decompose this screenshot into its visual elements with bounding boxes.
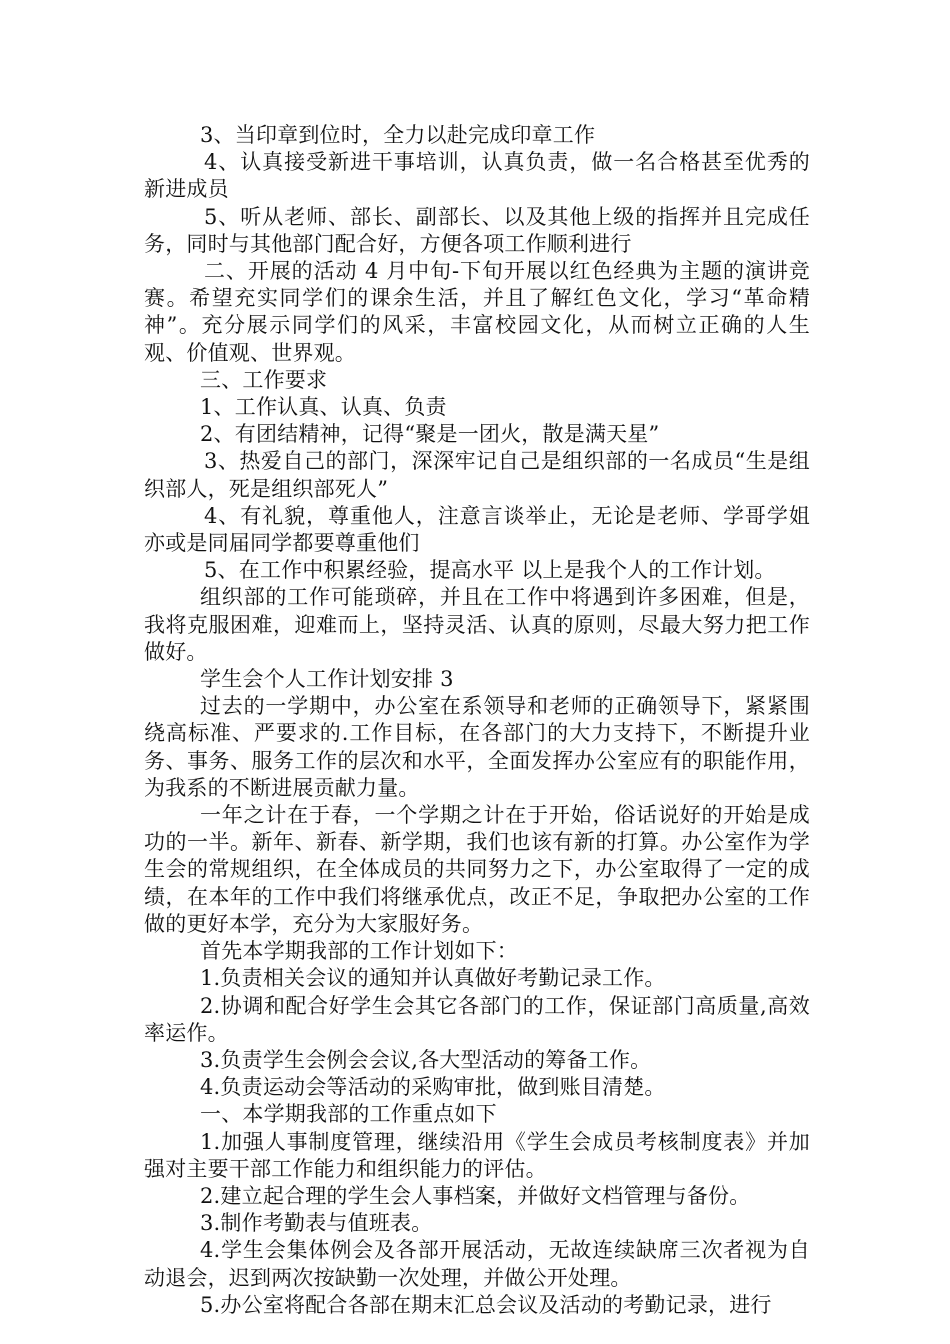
paragraph: 1、工作认真、认真、负责 <box>200 395 447 420</box>
list-item: 3.制作考勤表与值班表。 <box>200 1211 433 1236</box>
section-heading: 三、工作要求 <box>200 367 328 392</box>
paragraph: 过去的一学期中，办公室在系领导和老师的正确领导下，紧紧围绕高标准、严要求的.工作目标，在各部门的大力支持下，不断提升业务、事务、服务工作的层次和水平，全面发挥办公室应有的职能作用，为我系的不断进展贡献力量。 <box>144 694 810 800</box>
paragraph: 5、听从老师、部长、副部长、以及其他上级的指挥并且完成任务，同时与其他部门配合好，方便各项工作顺利进行 <box>144 204 810 256</box>
paragraph: 首先本学期我部的工作计划如下： <box>200 939 518 964</box>
list-item: 5.办公室将配合各部在期末汇总会议及活动的考勤记录，进行 <box>200 1292 772 1317</box>
list-item: 2.建立起合理的学生会人事档案，并做好文档管理与备份。 <box>200 1183 751 1208</box>
list-item: 3.负责学生会例会会议,各大型活动的筹备工作。 <box>200 1047 652 1072</box>
document-body <box>144 122 810 1319</box>
paragraph: 二、开展的活动 4 月中旬-下旬开展以红色经典为主题的演讲竞赛。希望充实同学们的课余生活，并且了解红色文化，学习“革命精神”。充分展示同学们的风采，丰富校园文化，从而树立正确的人生观、价值观、世界观。 <box>144 259 810 365</box>
list-item: 1.负责相关会议的通知并认真做好考勤记录工作。 <box>200 966 666 991</box>
paragraph: 4、有礼貌，尊重他人，注意言谈举止，无论是老师、学哥学姐亦或是同届同学都要尊重他们 <box>144 503 810 556</box>
paragraph: 3、当印章到位时，全力以赴完成印章工作 <box>200 123 596 147</box>
paragraph: 3、热爱自己的部门，深深牢记自己是组织部的一名成员“生是组织部人，死是组织部死人” <box>144 449 810 501</box>
paragraph: 组织部的工作可能琐碎，并且在工作中将遇到许多困难，但是，我将克服困难，迎难而上，坚持灵活、认真的原则，尽最大努力把工作做好。 <box>144 585 810 664</box>
section-heading: 学生会个人工作计划安排 3 <box>200 667 454 692</box>
list-item: 2.协调和配合好学生会其它各部门的工作，保证部门高质量,高效率运作。 <box>144 993 810 1045</box>
list-item: 4.负责运动会等活动的采购审批，做到账目清楚。 <box>200 1075 666 1100</box>
section-heading: 一、本学期我部的工作重点如下 <box>200 1102 497 1127</box>
paragraph: 4、认真接受新进干事培训，认真负责，做一名合格甚至优秀的新进成员 <box>144 150 810 202</box>
paragraph: 一年之计在于春，一个学期之计在于开始，俗话说好的开始是成功的一半。新年、新春、新学期，我们也该有新的打算。办公室作为学生会的常规组织，在全体成员的共同努力之下，办公室取得了一定的成绩，在本年的工作中我们将继承优点，改正不足，争取把办公室的工作做的更好本学，充分为大家服好务。 <box>144 803 810 936</box>
paragraph: 2、有团结精神，记得“聚是一团火，散是满天星” <box>200 422 660 447</box>
paragraph: 5、在工作中积累经验，提高水平 以上是我个人的工作计划。 <box>204 558 776 583</box>
list-item: 1.加强人事制度管理，继续沿用《学生会成员考核制度表》并加强对主要干部工作能力和组织能力的评估。 <box>144 1129 810 1181</box>
list-item: 4.学生会集体例会及各部开展活动，无故连续缺席三次者视为自动退会，迟到两次按缺勤一次处理，并做公开处理。 <box>144 1238 810 1290</box>
